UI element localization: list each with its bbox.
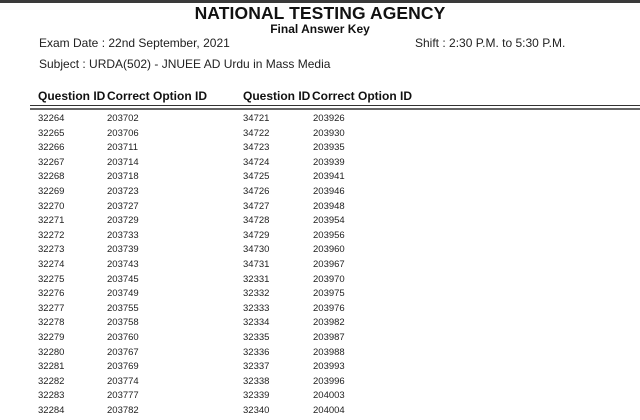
table-row bbox=[0, 360, 640, 375]
table-row bbox=[0, 375, 640, 390]
question-id-cell: 32277 bbox=[38, 302, 65, 314]
question-id-cell: 34726 bbox=[243, 185, 270, 197]
correct-option-id-cell: 203777 bbox=[107, 390, 139, 402]
question-id-cell: 32269 bbox=[38, 185, 65, 197]
question-id-cell: 32271 bbox=[38, 215, 65, 227]
question-id-cell: 32331 bbox=[243, 273, 270, 285]
question-id-cell: 32278 bbox=[38, 317, 65, 329]
correct-option-id-cell: 203745 bbox=[107, 273, 139, 285]
question-id-cell: 34724 bbox=[243, 156, 270, 168]
column-header-question-id-1: Question ID bbox=[38, 89, 106, 103]
table-row bbox=[0, 185, 640, 200]
correct-option-id-cell: 203755 bbox=[107, 302, 139, 314]
question-id-cell: 32270 bbox=[38, 200, 65, 212]
table-row bbox=[0, 404, 640, 419]
correct-option-id-cell: 203739 bbox=[107, 244, 139, 256]
correct-option-id-cell: 203976 bbox=[313, 302, 345, 314]
correct-option-id-cell: 203718 bbox=[107, 171, 139, 183]
question-id-cell: 32283 bbox=[38, 390, 65, 402]
correct-option-id-cell: 204003 bbox=[313, 390, 345, 402]
correct-option-id-cell: 203743 bbox=[107, 258, 139, 270]
question-id-cell: 32274 bbox=[38, 258, 65, 270]
correct-option-id-cell: 203723 bbox=[107, 185, 139, 197]
question-id-cell: 32340 bbox=[243, 404, 270, 416]
correct-option-id-cell: 203935 bbox=[313, 142, 345, 154]
question-id-cell: 32335 bbox=[243, 331, 270, 343]
question-id-cell: 34728 bbox=[243, 215, 270, 227]
correct-option-id-cell: 203939 bbox=[313, 156, 345, 168]
question-id-cell: 32332 bbox=[243, 288, 270, 300]
question-id-cell: 34729 bbox=[243, 229, 270, 241]
table-row bbox=[0, 243, 640, 258]
correct-option-id-cell: 203767 bbox=[107, 346, 139, 358]
correct-option-id-cell: 203970 bbox=[313, 273, 345, 285]
question-id-cell: 34725 bbox=[243, 171, 270, 183]
correct-option-id-cell: 203967 bbox=[313, 258, 345, 270]
correct-option-id-cell: 203711 bbox=[107, 142, 138, 154]
question-id-cell: 32275 bbox=[38, 273, 65, 285]
question-id-cell: 32272 bbox=[38, 229, 65, 241]
correct-option-id-cell: 203975 bbox=[313, 288, 345, 300]
question-id-cell: 32281 bbox=[38, 361, 65, 373]
table-row bbox=[0, 389, 640, 404]
column-header-correct-option-id-1: Correct Option ID bbox=[107, 89, 208, 103]
table-row bbox=[0, 170, 640, 185]
question-id-cell: 32333 bbox=[243, 302, 270, 314]
table-row bbox=[0, 258, 640, 273]
correct-option-id-cell: 203926 bbox=[313, 113, 345, 124]
correct-option-id-cell: 203996 bbox=[313, 375, 345, 387]
question-id-cell: 34723 bbox=[243, 142, 270, 154]
correct-option-id-cell: 203954 bbox=[313, 215, 345, 227]
column-header-question-id-2: Question ID bbox=[243, 89, 311, 103]
exam-date: Exam Date : 22nd September, 2021 bbox=[39, 36, 230, 50]
question-id-cell: 32338 bbox=[243, 375, 270, 387]
correct-option-id-cell: 203946 bbox=[313, 185, 345, 197]
subject: Subject : URDA(502) - JNUEE AD Urdu in Mass Media bbox=[39, 57, 331, 71]
answer-key-table bbox=[0, 112, 640, 418]
question-id-cell: 32280 bbox=[38, 346, 65, 358]
correct-option-id-cell: 203930 bbox=[313, 127, 345, 139]
correct-option-id-cell: 203956 bbox=[313, 229, 345, 241]
header-divider bbox=[30, 105, 640, 106]
header-divider-double bbox=[30, 108, 640, 110]
question-id-cell: 32279 bbox=[38, 331, 65, 343]
correct-option-id-cell: 203988 bbox=[313, 346, 345, 358]
table-row bbox=[0, 156, 640, 171]
table-row bbox=[0, 214, 640, 229]
table-row bbox=[0, 112, 640, 127]
question-id-cell: 34727 bbox=[243, 200, 270, 212]
table-row bbox=[0, 229, 640, 244]
table-row bbox=[0, 346, 640, 361]
document-subtitle: Final Answer Key bbox=[270, 22, 370, 36]
question-id-cell: 32264 bbox=[38, 113, 65, 124]
correct-option-id-cell: 203982 bbox=[313, 317, 345, 329]
correct-option-id-cell: 203760 bbox=[107, 331, 139, 343]
correct-option-id-cell: 203729 bbox=[107, 215, 139, 227]
correct-option-id-cell: 203733 bbox=[107, 229, 139, 241]
document-title: NATIONAL TESTING AGENCY bbox=[194, 3, 446, 23]
correct-option-id-cell: 203758 bbox=[107, 317, 139, 329]
question-id-cell: 32337 bbox=[243, 361, 270, 373]
question-id-cell: 32334 bbox=[243, 317, 270, 329]
correct-option-id-cell: 203993 bbox=[313, 361, 345, 373]
question-id-cell: 32273 bbox=[38, 244, 65, 256]
correct-option-id-cell: 203702 bbox=[107, 113, 139, 124]
question-id-cell: 32265 bbox=[38, 127, 65, 139]
question-id-cell: 32267 bbox=[38, 156, 65, 168]
correct-option-id-cell: 203714 bbox=[107, 156, 139, 168]
table-row bbox=[0, 127, 640, 142]
question-id-cell: 34722 bbox=[243, 127, 270, 139]
table-row bbox=[0, 273, 640, 288]
table-row bbox=[0, 287, 640, 302]
correct-option-id-cell: 203774 bbox=[107, 375, 139, 387]
question-id-cell: 32336 bbox=[243, 346, 270, 358]
correct-option-id-cell: 203749 bbox=[107, 288, 139, 300]
table-row bbox=[0, 141, 640, 156]
table-row bbox=[0, 331, 640, 346]
question-id-cell: 34730 bbox=[243, 244, 270, 256]
question-id-cell: 32268 bbox=[38, 171, 65, 183]
correct-option-id-cell: 203706 bbox=[107, 127, 139, 139]
table-row bbox=[0, 200, 640, 215]
question-id-cell: 32282 bbox=[38, 375, 65, 387]
question-id-cell: 32266 bbox=[38, 142, 65, 154]
correct-option-id-cell: 203948 bbox=[313, 200, 345, 212]
column-header-correct-option-id-2: Correct Option ID bbox=[312, 89, 413, 103]
question-id-cell: 34731 bbox=[243, 258, 270, 270]
correct-option-id-cell: 203941 bbox=[313, 171, 345, 183]
table-row bbox=[0, 316, 640, 331]
question-id-cell: 32339 bbox=[243, 390, 270, 402]
table-row bbox=[0, 302, 640, 317]
shift-time: Shift : 2:30 P.M. to 5:30 P.M. bbox=[415, 36, 566, 50]
question-id-cell: 32276 bbox=[38, 288, 65, 300]
correct-option-id-cell: 203987 bbox=[313, 331, 345, 343]
correct-option-id-cell: 203727 bbox=[107, 200, 139, 212]
question-id-cell: 34721 bbox=[243, 113, 270, 124]
correct-option-id-cell: 203960 bbox=[313, 244, 345, 256]
question-id-cell: 32284 bbox=[38, 404, 65, 416]
correct-option-id-cell: 204004 bbox=[313, 404, 345, 416]
correct-option-id-cell: 203769 bbox=[107, 361, 139, 373]
correct-option-id-cell: 203782 bbox=[107, 404, 139, 416]
